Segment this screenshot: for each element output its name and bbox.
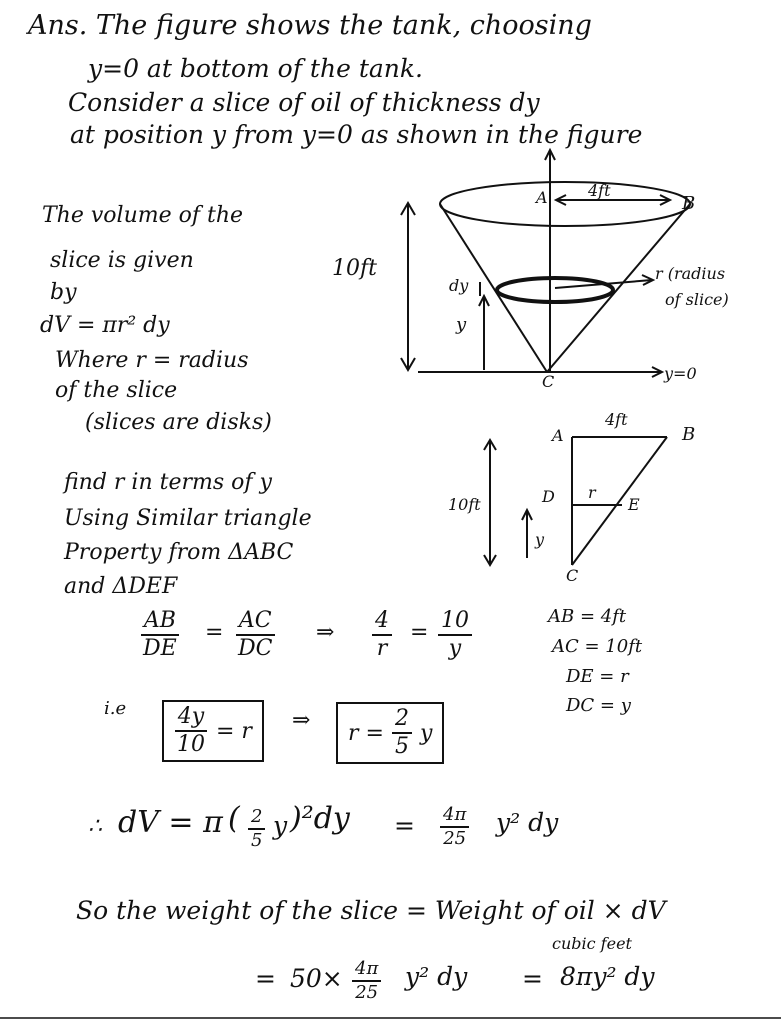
cone-label-y0: y=0 — [664, 364, 697, 383]
dv-frac — [248, 808, 265, 850]
ratio-4: 4 — [372, 610, 392, 636]
tri-label-d: D — [542, 487, 555, 506]
cone-label-dy: dy — [449, 276, 469, 295]
volume-formula: dV = πr² dy — [40, 313, 170, 338]
dv-result-tail: y² dy — [496, 808, 559, 837]
ie-arrow: ⇒ — [292, 708, 311, 733]
weight-eq-1: = — [255, 964, 276, 993]
ratio-frac-ac-dc — [235, 610, 275, 660]
intro-line-2: y=0 at bottom of the tank. — [88, 54, 423, 83]
cone-label-radius: 4ft — [588, 181, 611, 200]
ratio-ab: AB — [141, 610, 179, 636]
where-line-2: of the slice — [55, 378, 178, 403]
ratio-frac-4-r — [372, 610, 392, 660]
find-line-2: Using Similar triangle — [64, 506, 312, 531]
ratio-frac-10-y — [438, 610, 472, 660]
cone-label-c: C — [542, 372, 555, 391]
dv-result-frac — [440, 806, 469, 848]
ratio-arrow: ⇒ — [316, 620, 335, 645]
box1-frac — [174, 706, 208, 756]
weight-frac-num: 4π — [352, 960, 381, 982]
intro-line-3: Consider a slice of oil of thickness dy — [68, 88, 540, 117]
volume-line-2: slice is given — [50, 248, 194, 273]
box1-den: 10 — [177, 732, 205, 757]
dv-paren-open: ( — [228, 801, 240, 836]
find-line-3: Property from ΔABC — [64, 540, 294, 565]
box2-den: 5 — [394, 734, 409, 759]
ie-label: i.e — [104, 698, 127, 719]
weight-frac — [352, 960, 381, 1002]
weight-result: 8πy² dy — [560, 962, 655, 991]
find-line-4: and ΔDEF — [64, 574, 178, 599]
weight-tail: y² dy — [405, 962, 468, 991]
given-de: DE = r — [566, 666, 629, 687]
dv-var: y — [273, 811, 288, 840]
boxed-equation-2 — [336, 702, 444, 764]
ratio-y: y — [448, 636, 462, 661]
tri-label-y: y — [535, 530, 545, 549]
weight-line: So the weight of the slice = Weight of oil × dV — [76, 896, 666, 925]
box2-lhs: r = — [348, 720, 384, 746]
cubic-feet-note: cubic feet — [552, 934, 632, 953]
ratio-frac-ab-de — [140, 610, 180, 660]
ratio-de: DE — [143, 636, 177, 661]
weight-coef: 50× — [290, 964, 343, 993]
find-line-1: find r in terms of y — [64, 470, 272, 495]
cone-label-height: 10ft — [332, 256, 377, 281]
cone-label-a: A — [536, 188, 548, 207]
weight-eq-2: = — [522, 964, 543, 993]
given-dc: DC = y — [566, 695, 631, 716]
boxed-equation-1 — [162, 700, 264, 762]
ratio-equals-2: = — [410, 620, 429, 645]
ratio-ac: AC — [236, 610, 275, 636]
volume-line-3: by — [50, 280, 77, 305]
intro-line-4: at position y from y=0 as shown in the figure — [70, 120, 643, 149]
given-ac: AC = 10ft — [552, 636, 643, 657]
tri-label-a: A — [552, 426, 564, 445]
dv-res-num: 4π — [440, 806, 469, 828]
cone-label-r-2: of slice) — [665, 290, 729, 309]
box2-num: 2 — [392, 708, 412, 734]
ratio-10: 10 — [438, 610, 472, 636]
slices-note: (slices are disks) — [85, 410, 272, 435]
dv-res-den: 25 — [443, 828, 467, 849]
dv-frac-den: 5 — [251, 830, 263, 851]
ratio-r: r — [376, 636, 388, 661]
box2-frac — [392, 708, 412, 758]
dv-lhs: dV = π — [118, 805, 223, 840]
tri-label-e: E — [628, 495, 640, 514]
ratio-dc: DC — [238, 636, 273, 661]
cone-label-r-1: r (radius — [655, 264, 726, 283]
box1-num: 4y — [175, 706, 207, 732]
dv-equals: = — [394, 811, 415, 840]
intro-line-1: Ans. The figure shows the tank, choosing — [28, 10, 592, 41]
weight-frac-den: 25 — [355, 982, 379, 1003]
tri-label-b: B — [682, 424, 696, 445]
dv-frac-num: 2 — [248, 808, 265, 830]
dv-paren-close: )²dy — [290, 801, 350, 836]
box2-var: y — [419, 720, 433, 746]
volume-line-1: The volume of the — [42, 203, 244, 228]
cone-label-y: y — [456, 314, 467, 335]
tri-label-c: C — [566, 566, 579, 585]
cone-label-b: B — [682, 193, 696, 214]
where-line-1: Where r = radius — [55, 348, 249, 373]
tri-label-r: r — [588, 483, 596, 502]
given-ab: AB = 4ft — [548, 606, 627, 627]
box1-rhs: = r — [216, 718, 252, 744]
therefore-symbol: ∴ — [88, 814, 102, 839]
tri-label-ab: 4ft — [605, 410, 628, 429]
ratio-equals: = — [205, 620, 224, 645]
tri-label-height: 10ft — [448, 495, 481, 514]
